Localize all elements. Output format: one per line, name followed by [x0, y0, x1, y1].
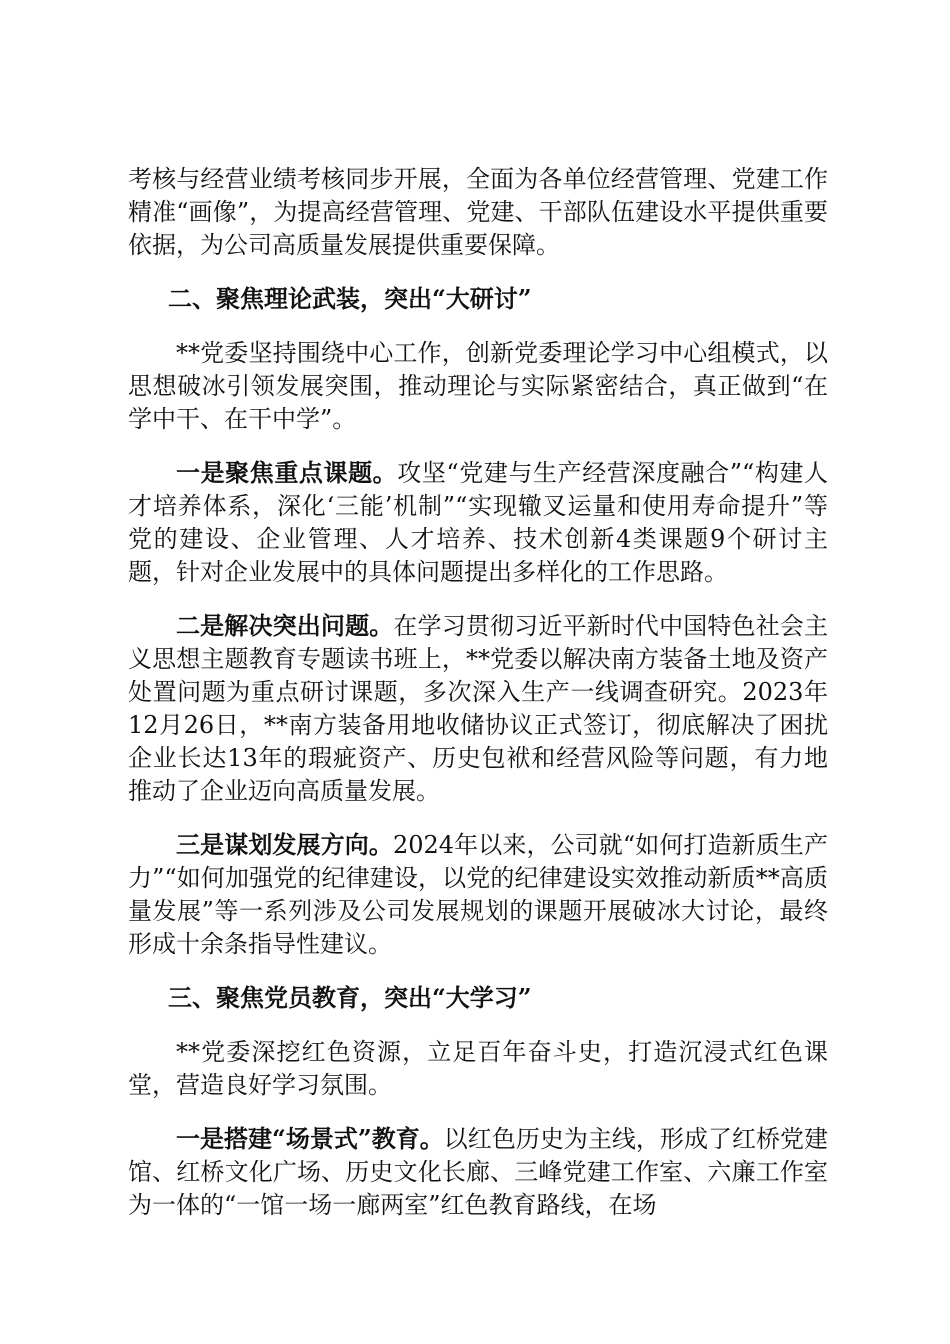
paragraph-body: 以红色历史为主线，形成了红桥党建馆、红桥文化广场、历史文化长廊、三峰党建工作室、六廉工作室为一体的“一馆一场一廊两室”红色教育路线，在场 [128, 1125, 829, 1219]
paragraph-continuation: 考核与经营业绩考核同步开展，全面为各单位经营管理、党建工作精准“画像”，为提高经营管理、党建、干部队伍建设水平提供重要依据，为公司高质量发展提供重要保障。 [128, 165, 828, 259]
paragraph-point-4 [128, 1122, 828, 1222]
section-heading-2: 二、聚焦理论武装，突出“大研讨” [168, 284, 532, 313]
section-heading-3: 三、聚焦党员教育，突出“大学习” [168, 983, 532, 1012]
paragraph-intro-3: **党委深挖红色资源，立足百年奋斗史，打造沉浸式红色课堂，营造良好学习氛围。 [128, 1038, 828, 1099]
paragraph-point-1 [128, 456, 828, 589]
paragraph-point-2 [128, 609, 828, 808]
lead-phrase: 二是解决突出问题。 [176, 611, 394, 640]
paragraph-intro-2: **党委坚持围绕中心工作，创新党委理论学习中心组模式，以思想破冰引领发展突围，推动理论与实际紧密结合，真正做到“在学中干、在干中学”。 [128, 339, 828, 433]
paragraph-body: 在学习贯彻习近平新时代中国特色社会主义思想主题教育专题读书班上，**党委以解决南方装备土地及资产处置问题为重点研讨课题，多次深入生产一线调查研究。2023年12月26日，**南方装备用地收储协议正式签订，彻底解决了困扰企业长达13年的瑕疵资产、历史包袱和经营风险等问题，有力地推动了企业迈向高质量发展。 [128, 612, 829, 805]
document-page [128, 163, 828, 1242]
lead-phrase: 一是搭建“场景式”教育。 [176, 1124, 444, 1153]
lead-phrase: 三是谋划发展方向。 [176, 830, 393, 859]
paragraph-point-3 [128, 828, 828, 961]
paragraph-body: 攻坚“党建与生产经营深度融合”“构建人才培养体系，深化‘三能’机制”“实现辙叉运量和使用寿命提升”等党的建设、企业管理、人才培养、技术创新4类课题9个研讨主题，针对企业发展中的具体问题提出多样化的工作思路。 [128, 459, 829, 586]
lead-phrase: 一是聚焦重点课题。 [176, 458, 398, 487]
paragraph-body: 2024年以来，公司就“如何打造新质生产力”“如何加强党的纪律建设，以党的纪律建设实效推动新质**高质量发展”等一系列涉及公司发展规划的课题开展破冰大讨论，最终形成十余条指导性建议。 [128, 831, 828, 958]
